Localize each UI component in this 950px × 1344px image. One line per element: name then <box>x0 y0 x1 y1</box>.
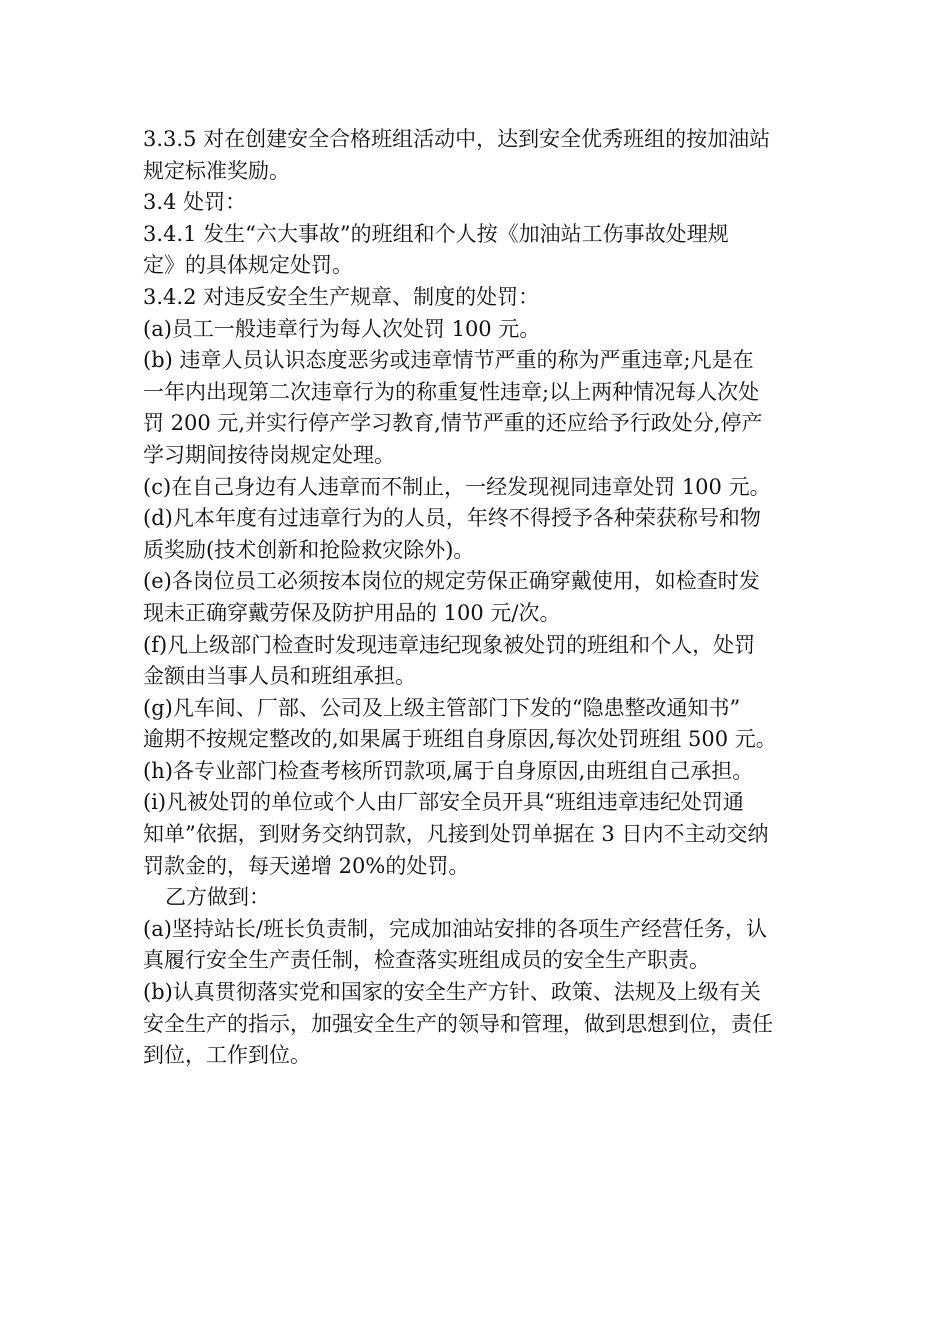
section-heading: 乙方做到： <box>165 885 270 910</box>
text-line: 真履行安全生产责任制，检查落实班组成员的安全生产职责。 <box>143 948 710 973</box>
text-line: (f)凡上级部门检查时发现违章违纪现象被处罚的班组和个人，处罚 <box>143 632 756 657</box>
text-line: (e)各岗位员工必须按本岗位的规定劳保正确穿戴使用，如检查时发 <box>143 569 760 594</box>
text-line: 金额由当事人员和班组承担。 <box>143 664 416 689</box>
document-body <box>143 124 809 1072</box>
text-line: (i)凡被处罚的单位或个人由厂部安全员开具“班组违章违纪处罚通 <box>143 790 744 815</box>
text-line: 罚款金的，每天递增 20%的处罚。 <box>143 853 470 878</box>
text-line: 知单”依据，到财务交纳罚款，凡接到处罚单据在 3 日内不主动交纳 <box>143 822 769 847</box>
text-line: 3.4.2 对违反安全生产规章、制度的处罚： <box>143 284 540 309</box>
text-line: 3.3.5 对在创建安全合格班组活动中，达到安全优秀班组的按加油站 <box>143 127 771 151</box>
text-line: (a)员工一般违章行为每人次处罚 100 元。 <box>143 316 541 341</box>
text-line: 定》的具体规定处罚。 <box>143 253 353 278</box>
text-line: 3.4.1 发生“六大事故”的班组和个人按《加油站工伤事故处理规 <box>143 221 729 246</box>
text-line: 逾期不按规定整改的,如果属于班组自身原因,每次处罚班组 500 元。 <box>143 727 777 752</box>
text-line: 安全生产的指示，加强安全生产的领导和管理，做到思想到位，责任 <box>143 1011 773 1036</box>
text-line: (a)坚持站长/班长负责制，完成加油站安排的各项生产经营任务，认 <box>143 916 767 941</box>
text-line: 一年内出现第二次违章行为的称重复性违章;以上两种情况每人次处 <box>143 379 760 404</box>
section-heading: 3.4 处罚： <box>143 190 247 215</box>
text-line: (d)凡本年度有过违章行为的人员，年终不得授予各种荣获称号和物 <box>143 506 761 531</box>
text-line: (h)各专业部门检查考核所罚款项,属于自身原因,由班组自己承担。 <box>143 758 754 783</box>
text-line: 现未正确穿戴劳保及防护用品的 100 元/次。 <box>143 600 561 625</box>
text-line: 到位，工作到位。 <box>143 1043 311 1068</box>
text-line: 罚 200 元,并实行停产学习教育,情节严重的还应给予行政处分,停产 <box>143 411 763 436</box>
text-line: (g)凡车间、厂部、公司及上级主管部门下发的“隐患整改通知书” <box>143 695 741 720</box>
text-line: (b) 违章人员认识态度恶劣或违章情节严重的称为严重违章;凡是在 <box>143 348 754 373</box>
text-line: 学习期间按待岗规定处理。 <box>143 442 395 467</box>
text-line: 规定标准奖励。 <box>143 158 290 183</box>
text-line: 质奖励(技术创新和抢险救灾除外)。 <box>143 537 475 562</box>
text-line: (c)在自己身边有人违章而不制止，一经发现视同违章处罚 100 元。 <box>143 474 771 499</box>
text-line: (b)认真贯彻落实党和国家的安全生产方针、政策、法规及上级有关 <box>143 980 761 1005</box>
